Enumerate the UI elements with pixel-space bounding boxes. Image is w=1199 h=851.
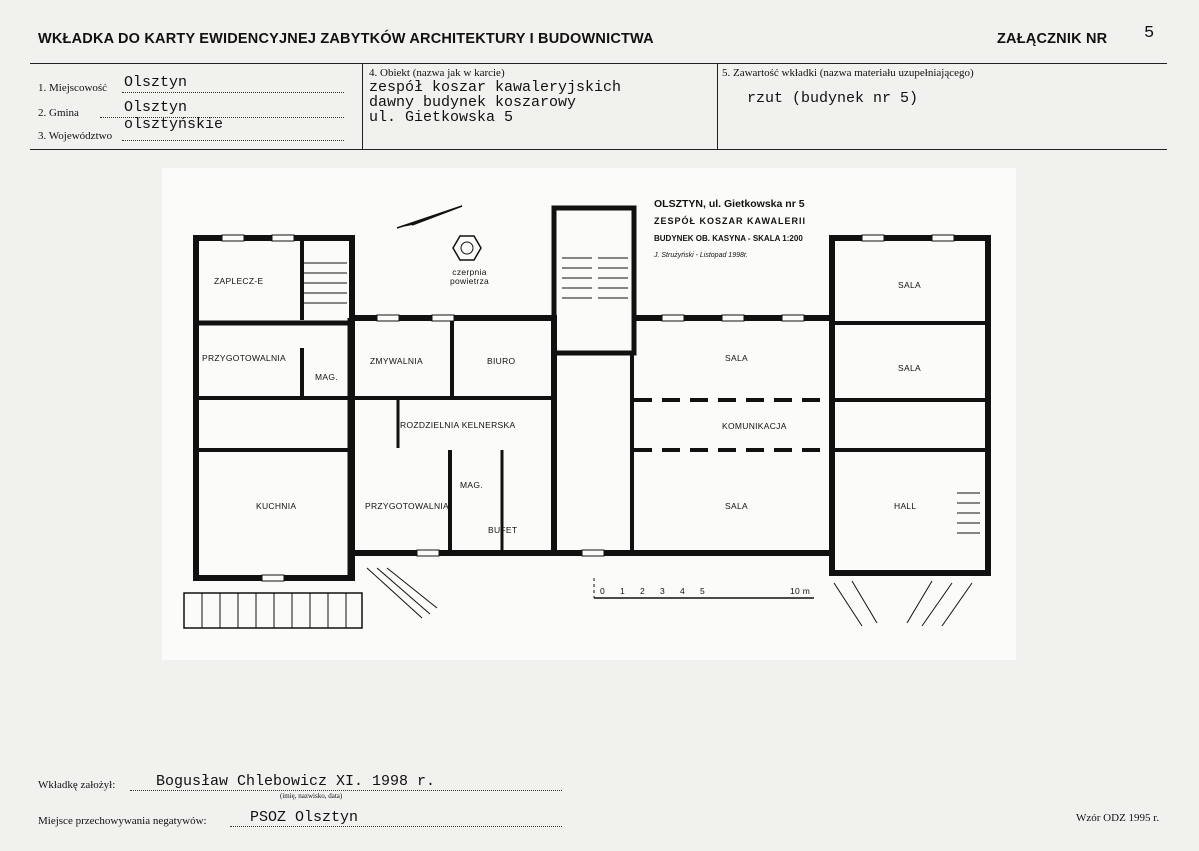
voivodeship-value: olsztyńskie [124,116,224,133]
left-block-walls [196,238,352,578]
room-kuchnia: KUCHNIA [256,501,297,511]
commune-label: 2. Gmina [38,107,79,119]
plan-subtitle: ZESPÓŁ KOSZAR KAWALERII [654,216,807,226]
locality-dotted-line [122,92,344,93]
commune-value: Olsztyn [124,99,188,116]
voivodeship-label: 3. Województwo [38,130,113,142]
object-line-2: dawny budynek koszarowy [369,94,577,111]
scale-tick-5: 5 [700,586,706,596]
scale-tick-0: 0 [600,586,606,596]
room-zaplecze: ZAPLECZ-E [214,276,264,286]
air-intake-label [450,268,489,286]
stair-tower-walls [554,208,634,353]
annex-label: ZAŁĄCZNIK NR [997,31,1108,47]
scale-tick-2: 2 [640,586,646,596]
room-sala-mid-top: SALA [725,353,748,363]
plan-title: OLSZTYN, ul. Gietkowska nr 5 [654,198,805,210]
contents-value: rzut (budynek nr 5) [747,90,919,107]
form-title: WKŁADKA DO KARTY EWIDENCYJNEJ ZABYTKÓW ARCHITEKTURY I BUDOWNICTWA [38,31,654,47]
object-label: 4. Obiekt (nazwa jak w karcie) [369,67,505,79]
scale-tick-3: 3 [660,586,666,596]
room-zmywalnia: ZMYWALNIA [370,356,423,366]
plan-subtitle-2: BUDYNEK OB. KASYNA - SKALA 1:200 [654,234,803,243]
locality-value: Olsztyn [124,74,188,91]
founder-dotted-line [130,790,562,791]
room-komunikacja: KOMUNIKACJA [722,421,787,431]
negatives-dotted-line [230,826,562,827]
room-biuro: BIURO [487,356,516,366]
table-divider-2 [717,63,718,149]
floor-plan-drawing [162,168,1016,660]
room-sala-right-mid: SALA [898,363,921,373]
table-top-rule [30,63,1167,64]
founder-label: Wkładkę założył: [38,779,116,791]
annex-number: 5 [1144,24,1155,43]
scale-tick-4: 4 [680,586,686,596]
room-hall: HALL [894,501,917,511]
plan-author: J. Strużyński - Listopad 1998r. [654,252,748,259]
room-rozdzielnia-kelnerska: ROZDZIELNIA KELNERSKA [400,420,516,430]
voivodeship-dotted-line [122,140,344,141]
air-intake-line-1: czerpnia [452,267,487,277]
floor-plan [162,168,1016,660]
air-intake-line-2: powietrza [450,276,490,286]
room-sala-mid-bottom: SALA [725,501,748,511]
room-sala-right-top: SALA [898,280,921,290]
room-mag-2: MAG. [460,480,483,490]
negatives-label: Miejsce przechowywania negatywów: [38,815,207,827]
locality-label: 1. Miejscowość [38,82,108,94]
object-line-3: ul. Gietkowska 5 [369,109,514,126]
contents-label: 5. Zawartość wkładki (nazwa materiału uzupełniającego) [722,67,974,79]
negatives-value: PSOZ Olsztyn [250,809,359,826]
room-przygotowalnia-2: PRZYGOTOWALNIA [365,501,450,511]
scale-tick-1: 1 [620,586,626,596]
room-mag-1: MAG. [315,372,338,382]
scale-tick-10: 10 m [790,586,811,596]
room-przygotowalnia-1: PRZYGOTOWALNIA [202,353,287,363]
form-model: Wzór ODZ 1995 r. [1076,812,1160,824]
object-line-1: zespół koszar kawaleryjskich [369,79,622,96]
room-bufet: BUFET [488,525,518,535]
table-bottom-rule [30,149,1167,150]
table-divider-1 [362,63,363,149]
founder-hint: (imię, nazwisko, data) [280,792,343,800]
object-value [369,80,621,125]
founder-value: Bogusław Chlebowicz XI. 1998 r. [156,773,436,790]
